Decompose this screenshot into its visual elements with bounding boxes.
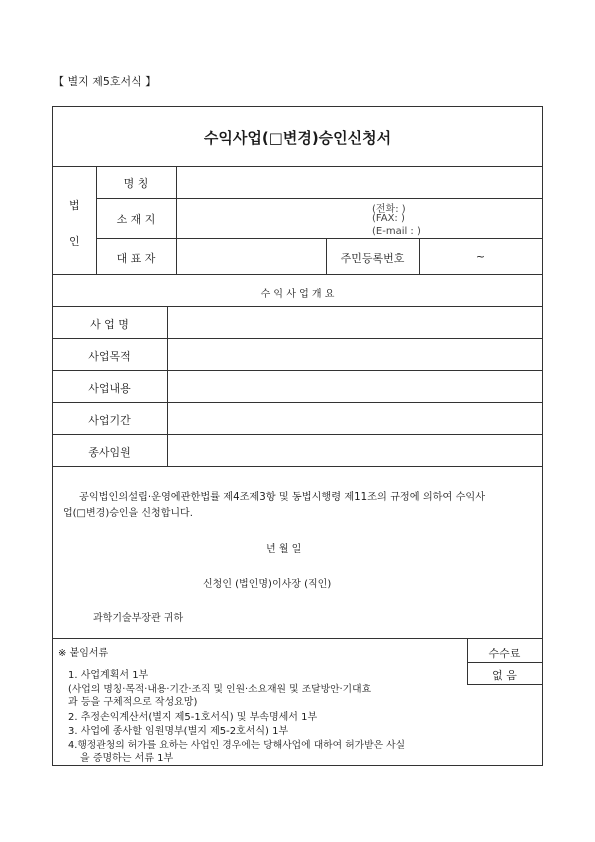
corp-label-top: 법 [69, 199, 80, 212]
fee-label: 수수료 [488, 647, 521, 660]
overview-row-field[interactable] [168, 371, 542, 402]
overview-row-label: 사 업 명 [90, 318, 129, 331]
corp-label-bottom: 인 [69, 235, 80, 248]
attachment-item: 4.행정관청의 허가를 요하는 사업인 경우에는 당해사업에 대하여 허가받은 사실 [68, 740, 406, 751]
corp-email-label: (E-mail : ) [372, 226, 421, 237]
applicant-line[interactable]: 신청인 (법인명)이사장 (직인) [203, 579, 332, 590]
corp-name-field[interactable] [177, 167, 542, 198]
corp-regno-value[interactable]: ~ [475, 250, 486, 263]
corp-fax-label: (FAX: ) [372, 213, 405, 224]
statement-line-1: 공익법인의설립·운영에관한법률 제4조제3항 및 동법시행령 제11조의 규정에 의하여 수익사 [79, 492, 486, 503]
corp-phone-label: (전화: ) [372, 204, 406, 215]
corp-rep-label: 대 표 자 [116, 252, 156, 265]
overview-row-label: 사업기간 [88, 414, 131, 427]
date-line[interactable]: 년 월 일 [266, 544, 302, 555]
overview-row-field[interactable] [168, 339, 542, 370]
attachment-item: 을 증명하는 서류 1부 [80, 753, 174, 764]
overview-row-field[interactable] [168, 435, 542, 466]
corp-address-field[interactable] [177, 199, 367, 238]
fee-value: 없 음 [492, 669, 517, 682]
attachment-item: 2. 추정손익계산서(별지 제5-1호서식) 및 부속명세서 1부 [68, 712, 318, 723]
corp-rep-field[interactable] [177, 239, 326, 274]
overview-header: 수 익 사 업 개 요 [260, 289, 335, 300]
corp-email-clip [370, 226, 490, 237]
attachment-item: (사업의 명칭·목적·내용·기간·조직 및 인원·소요재원 및 조달방안·기대효 [68, 684, 372, 695]
form-title: 수익사업(□변경)승인신청서 [203, 129, 392, 147]
recipient-line: 과학기술부장관 귀하 [93, 613, 184, 624]
attachment-item: 1. 사업계획서 1부 [68, 670, 149, 681]
statement-line-2: 업(□변경)승인을 신청합니다. [63, 508, 193, 519]
attachment-item: 3. 사업에 종사할 임원명부(별지 제5-2호서식) 1부 [68, 726, 289, 737]
form-number: 【 별지 제5호서식 】 [53, 75, 157, 88]
overview-row-field[interactable] [168, 307, 542, 338]
overview-row-label: 사업내용 [88, 382, 131, 395]
overview-row-label: 종사임원 [88, 446, 131, 459]
corp-name-label: 명 칭 [123, 177, 149, 190]
attachments-header: ※ 붙임서류 [58, 648, 109, 659]
overview-row-label: 사업목적 [88, 350, 131, 363]
corp-address-label: 소 재 지 [116, 213, 156, 226]
overview-row-field[interactable] [168, 403, 542, 434]
corp-regno-label: 주민등록번호 [340, 252, 405, 265]
attachment-item: 과 등을 구체적으로 작성요망) [68, 697, 198, 708]
